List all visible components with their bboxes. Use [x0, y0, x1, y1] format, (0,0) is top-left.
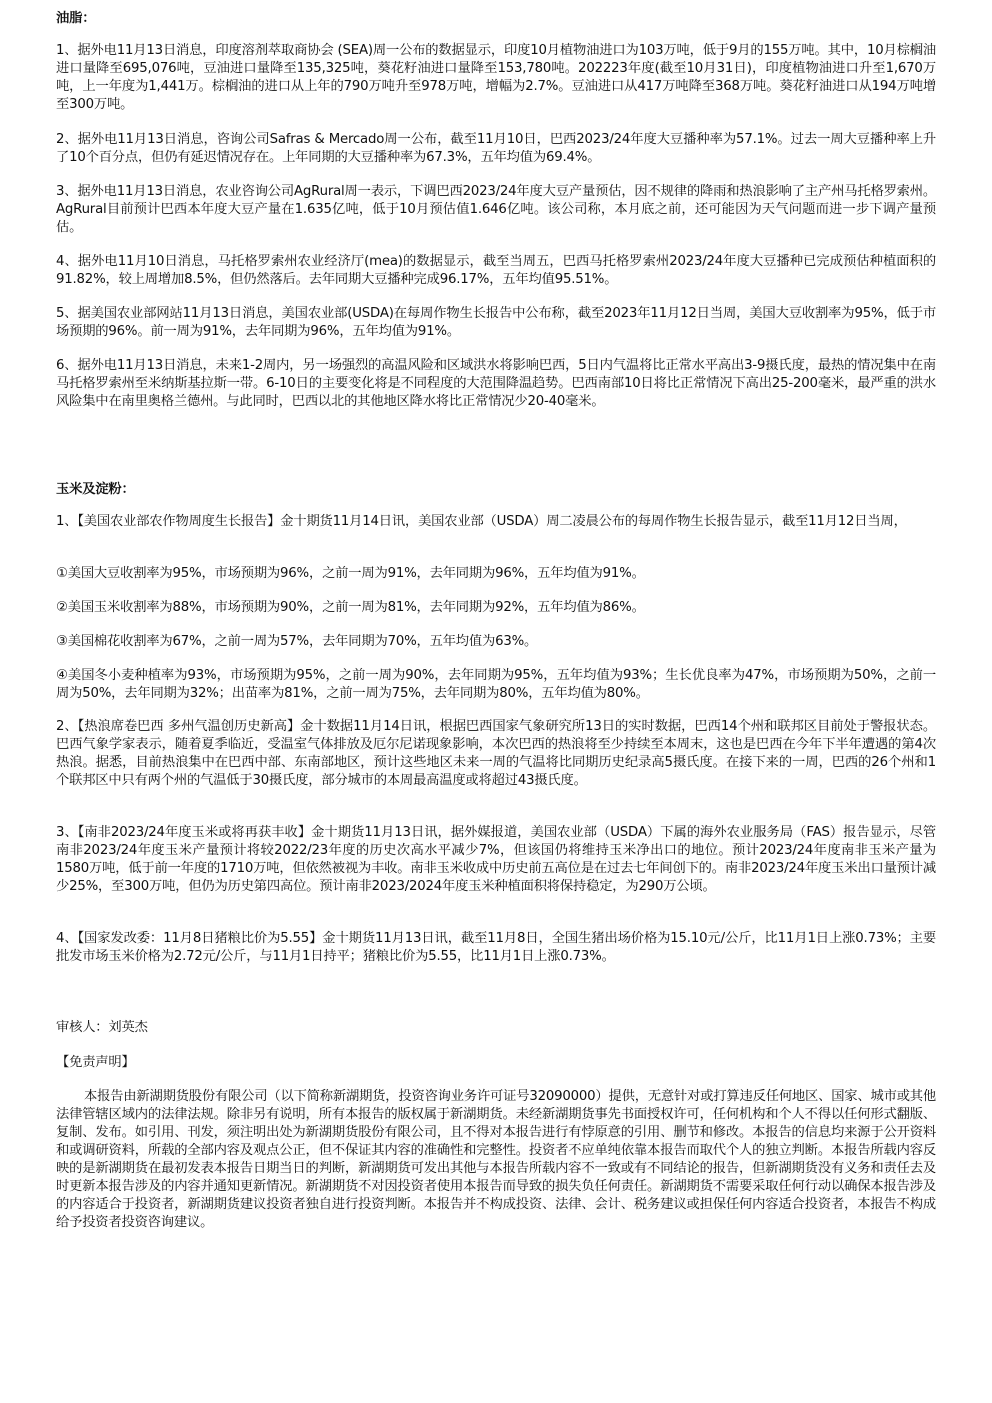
corn-item-4: 4、【国家发改委：11月8日猪粮比价为5.55】金十期货11月13日讯，截至11月8日，全国生猪出场价格为15.10元/公斤，比11月1日上涨0.73%；主要批发市场玉米价格为2.72元/公斤，与11月1日持平；猪粮比价为5.55，比11月1日上涨0.73%。	[56, 931, 936, 964]
corn-item-1: 1、【美国农业部农作物周度生长报告】金十期货11月14日讯，美国农业部（USDA）周二凌晨公布的每周作物生长报告显示，截至11月12日当周，	[56, 514, 907, 529]
oils-item-5: 5、据美国农业部网站11月13日消息，美国农业部(USDA)在每周作物生长报告中公布称，截至2023年11月12日当周，美国大豆收割率为95%，低于市场预期的96%。前一周为91%，去年同期为96%，五年均值为91%。	[56, 306, 936, 339]
oils-item-4: 4、据外电11月10日消息，马托格罗索州农业经济厅(mea)的数据显示，截至当周五，巴西马托格罗索州2023/24年度大豆播种已完成预估种植面积的91.82%，较上周增加8.5%，但仍然落后。去年同期大豆播种完成96.17%，五年均值95.51%。	[56, 254, 936, 287]
corn-item-2: 2、【热浪席卷巴西 多州气温创历史新高】金十数据11月14日讯，根据巴西国家气象研究所13日的实时数据，巴西14个州和联邦区目前处于警报状态。巴西气象学家表示，随着夏季临近，受温室气体排放及厄尔尼诺现象影响，本次巴西的热浪将至少持续至本周末，这也是巴西在今年下半年遭遇的第4次热浪。据悉，目前热浪集中在巴西中部、东南部地区，预计这些地区未来一周的气温将比同期历史纪录高5摄氏度。在接下来的一周，巴西的26个州和1个联邦区中只有两个州的气温低于30摄氏度，部分城市的本周最高温度或将超过43摄氏度。	[56, 719, 936, 788]
corn-sub-1: ①美国大豆收割率为95%，市场预期为96%，之前一周为91%，去年同期为96%，五年均值为91%。	[56, 566, 645, 581]
corn-heading: 玉米及淀粉：	[56, 482, 135, 497]
corn-sub-4: ④美国冬小麦种植率为93%，市场预期为95%，之前一周为90%，去年同期为95%，五年均值为93%；生长优良率为47%，市场预期为50%，之前一周为50%，去年同期为32%；出苗率为81%，之前一周为75%，去年同期为80%，五年均值为80%。	[56, 668, 936, 701]
oils-item-1: 1、据外电11月13日消息，印度溶剂萃取商协会 (SEA)周一公布的数据显示，印度10月植物油进口为103万吨，低于9月的155万吨。其中，10月棕榈油进口量降至695,076吨，豆油进口量降至135,325吨，葵花籽油进口量降至153,780吨。202223年度(截至10月31日)，印度植物油进口升至1,670万吨，上一年度为1,441万。棕榈油的进口从上年的790万吨升至978万吨，增幅为2.7%。豆油进口从417万吨降至368万吨。葵花籽油进口从194万吨增至300万吨。	[56, 43, 936, 112]
disclaimer-heading: 【免责声明】	[56, 1055, 135, 1070]
oils-heading: 油脂：	[56, 11, 96, 26]
oils-item-3: 3、据外电11月13日消息，农业咨询公司AgRural周一表示，下调巴西2023/24年度大豆产量预估，因不规律的降雨和热浪影响了主产州马托格罗索州。AgRural目前预计巴西本年度大豆产量在1.635亿吨，低于10月预估值1.646亿吨。该公司称，本月底之前，还可能因为天气问题而进一步下调产量预估。	[56, 184, 936, 235]
corn-sub-3: ③美国棉花收割率为67%，之前一周为57%，去年同期为70%，五年均值为63%。	[56, 634, 538, 649]
corn-item-3: 3、【南非2023/24年度玉米或将再获丰收】金十期货11月13日讯，据外媒报道，美国农业部（USDA）下属的海外农业服务局（FAS）报告显示，尽管南非2023/24年度玉米产量预计将较2022/23年度的历史次高水平减少7%，但该国仍将维持玉米净出口的地位。预计2023/24年度南非玉米产量为1580万吨，低于前一年度的1710万吨，但依然被视为丰收。南非玉米收成中历史前五高位是在过去七年间创下的。南非2023/24年度玉米出口量预计减少25%，至300万吨，但仍为历史第四高位。预计南非2023/2024年度玉米种植面积将保持稳定，为290万公顷。	[56, 825, 936, 894]
oils-item-6: 6、据外电11月13日消息，未来1-2周内，另一场强烈的高温风险和区域洪水将影响巴西，5日内气温将比正常水平高出3-9摄氏度，最热的情况集中在南马托格罗索州至米纳斯基拉斯一带。6-10日的主要变化将是不同程度的大范围降温趋势。巴西南部10日将比正常情况下高出25-200毫米，最严重的洪水风险集中在南里奥格兰德州。与此同时，巴西以北的其他地区降水将比正常情况少20-40毫米。	[56, 358, 936, 409]
disclaimer-body: 本报告由新湖期货股份有限公司（以下简称新湖期货，投资咨询业务许可证号32090000）提供，无意针对或打算违反任何地区、国家、城市或其他法律管辖区域内的法律法规。除非另有说明，所有本报告的版权属于新湖期货。未经新湖期货事先书面授权许可，任何机构和个人不得以任何形式翻版、复制、发布。如引用、刊发，须注明出处为新湖期货股份有限公司，且不得对本报告进行有悖原意的引用、删节和修改。本报告的信息均来源于公开资料和或调研资料，所载的全部内容及观点公正，但不保证其内容的准确性和完整性。投资者不应单纯依靠本报告而取代个人的独立判断。本报告所载内容反映的是新湖期货在最初发表本报告日期当日的判断，新湖期货可发出其他与本报告所载内容不一致或有不同结论的报告，但新湖期货没有义务和责任去及时更新本报告涉及的内容并通知更新情况。新湖期货不对因投资者使用本报告而导致的损失负任何责任。新湖期货不需要采取任何行动以确保本报告涉及的内容适合于投资者，新湖期货建议投资者独自进行投资判断。本报告并不构成投资、法律、会计、税务建议或担保任何内容适合投资者，本报告不构成给予投资者投资咨询建议。	[56, 1089, 936, 1230]
corn-sub-2: ②美国玉米收割率为88%，市场预期为90%，之前一周为81%，去年同期为92%，五年均值为86%。	[56, 600, 645, 615]
oils-item-2: 2、据外电11月13日消息，咨询公司Safras & Mercado周一公布，截至11月10日，巴西2023/24年度大豆播种率为57.1%。过去一周大豆播种率上升了10个百分点，但仍有延迟情况存在。上年同期的大豆播种率为67.3%，五年均值为69.4%。	[56, 132, 936, 165]
reviewer: 审核人：刘英杰	[56, 1020, 148, 1035]
